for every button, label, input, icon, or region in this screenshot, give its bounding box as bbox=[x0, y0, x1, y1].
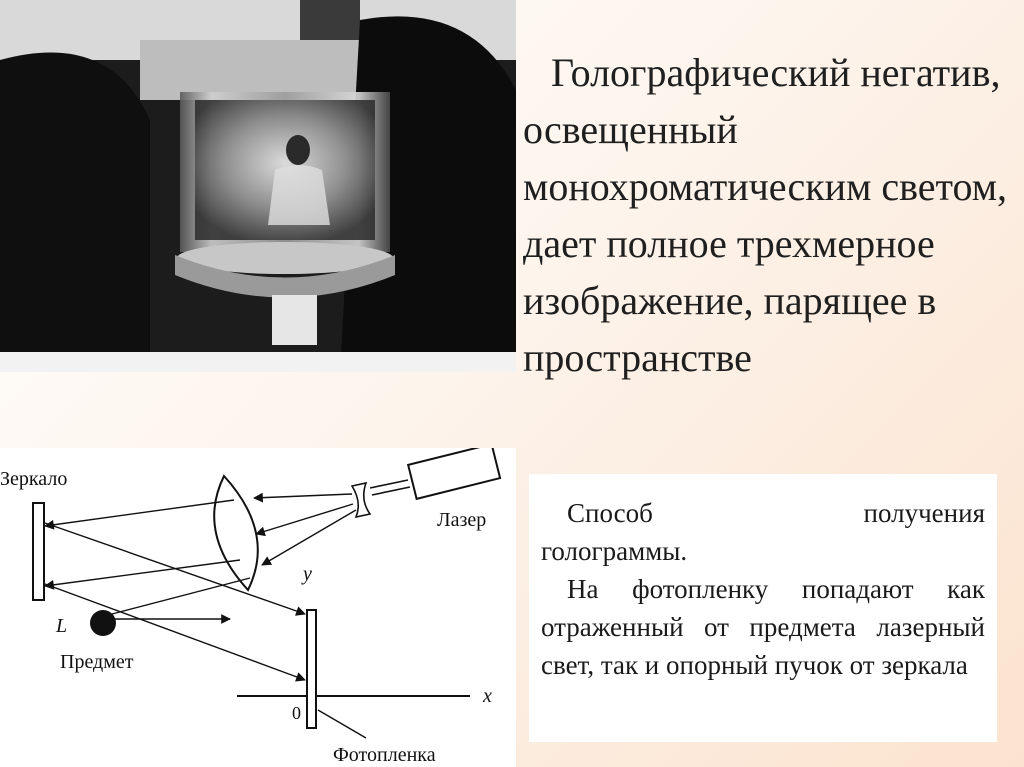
object bbox=[90, 610, 116, 636]
laser bbox=[352, 448, 500, 517]
y-axis-label: y bbox=[303, 563, 312, 585]
hologram-setup-diagram bbox=[0, 448, 516, 767]
mirror-label: Зеркало bbox=[0, 468, 68, 490]
note-paragraph-2: На фотопленку попадают как отраженный от предмета лазерный свет, так и опорный пучок от зеркала bbox=[541, 574, 985, 680]
note-line-1: Способ получения bbox=[567, 498, 985, 528]
note-line-2: голограммы. bbox=[541, 536, 688, 566]
hologram-photo bbox=[0, 0, 516, 372]
object-label: Предмет bbox=[60, 651, 134, 673]
film bbox=[307, 610, 316, 728]
mirror bbox=[33, 503, 44, 600]
l-label: L bbox=[56, 615, 68, 637]
method-note bbox=[529, 474, 997, 742]
lens bbox=[214, 476, 258, 590]
laser-label: Лазер bbox=[437, 509, 487, 531]
film-label: Фотопленка bbox=[333, 744, 436, 766]
x-axis-label: x bbox=[483, 685, 492, 707]
hologram-caption: Голографический негатив, освещенный монохроматическим светом, дает полное трехмерное изображение, парящее в пространстве bbox=[523, 50, 1008, 380]
origin-label: 0 bbox=[292, 703, 301, 723]
